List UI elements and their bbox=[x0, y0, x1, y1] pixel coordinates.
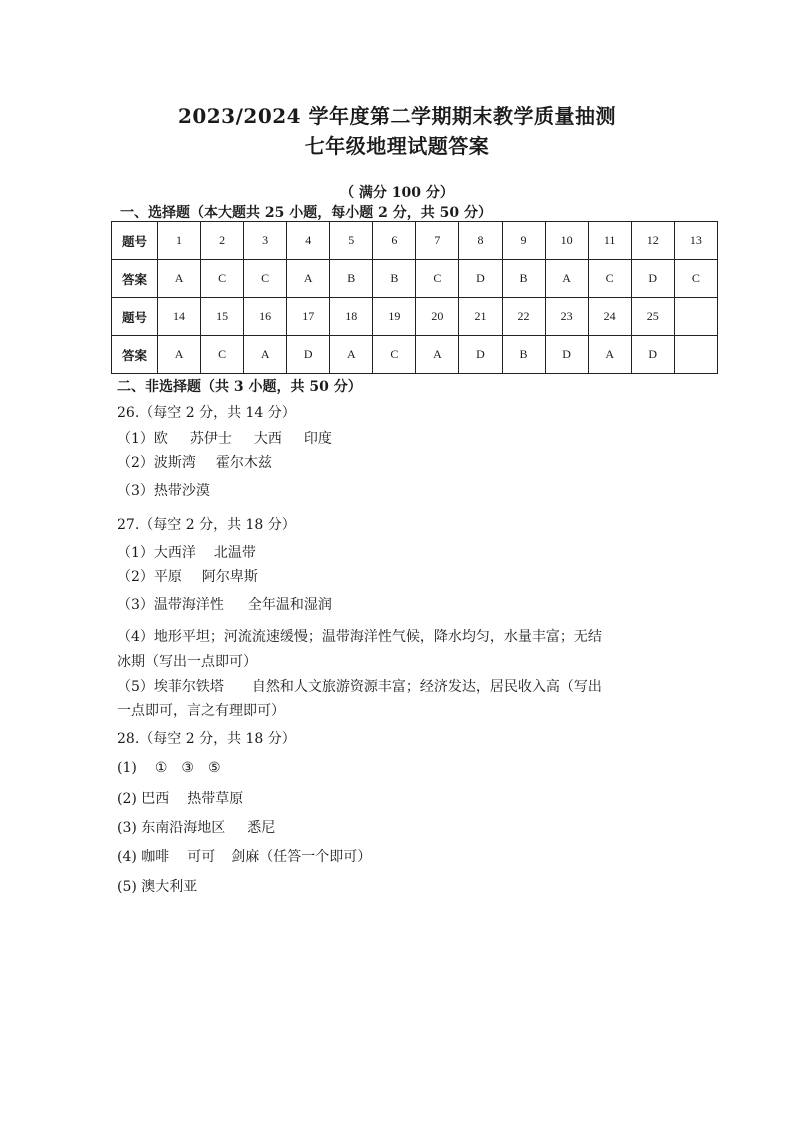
q27-heading: 27.（每空 2 分，共 18 分） bbox=[117, 517, 296, 533]
section-1-title: 一、选择题（本大题共 25 小题，每小题 2 分，共 50 分） bbox=[120, 205, 492, 221]
row-header-answer: 答案 bbox=[112, 260, 158, 298]
section-2-title: 二、非选择题（共 3 小题，共 50 分） bbox=[117, 379, 362, 395]
answer-cell: C bbox=[674, 260, 717, 298]
table-row-numbers-2 bbox=[112, 298, 718, 336]
answer-text: （2）平原 bbox=[117, 569, 182, 585]
table-row-answers-2 bbox=[112, 336, 718, 374]
question-number: 22 bbox=[502, 298, 545, 336]
answer-text: 剑麻（任答一个即可） bbox=[231, 849, 372, 865]
empty-cell bbox=[674, 298, 717, 336]
answer-text: （3）热带沙漠 bbox=[117, 483, 210, 499]
answer-cell: A bbox=[244, 336, 287, 374]
question-number: 7 bbox=[416, 222, 459, 260]
table-row-numbers-1 bbox=[112, 222, 718, 260]
answer-text: （1）大西洋 bbox=[117, 545, 196, 561]
answer-cell: B bbox=[502, 260, 545, 298]
title-line-2: 七年级地理试题答案 bbox=[304, 134, 490, 158]
answer-cell: A bbox=[330, 336, 373, 374]
answer-cell: B bbox=[373, 260, 416, 298]
question-number: 14 bbox=[158, 298, 201, 336]
question-number: 10 bbox=[545, 222, 588, 260]
question-number: 1 bbox=[158, 222, 201, 260]
question-number: 2 bbox=[201, 222, 244, 260]
q28-answer-1 bbox=[117, 760, 221, 776]
question-number: 9 bbox=[502, 222, 545, 260]
answer-text: (1) bbox=[117, 760, 137, 776]
q28-answer-2 bbox=[117, 788, 243, 808]
answer-table bbox=[111, 221, 718, 374]
q27-answer-5-line-1 bbox=[117, 676, 602, 696]
answer-text: 阿尔卑斯 bbox=[201, 569, 258, 585]
full-score-note: （ 满分 100 分） bbox=[340, 185, 454, 201]
q27-answer-1 bbox=[117, 542, 256, 562]
q28-answer-4 bbox=[117, 846, 371, 866]
question-number: 19 bbox=[373, 298, 416, 336]
question-number: 12 bbox=[631, 222, 674, 260]
answer-text: 霍尔木兹 bbox=[215, 455, 272, 471]
answer-text: 全年温和湿润 bbox=[247, 597, 332, 613]
question-number: 6 bbox=[373, 222, 416, 260]
answer-cell: C bbox=[201, 336, 244, 374]
answer-text: 热带草原 bbox=[187, 791, 244, 807]
q27-answer-3 bbox=[117, 594, 332, 614]
answer-cell: C bbox=[416, 260, 459, 298]
question-number: 21 bbox=[459, 298, 502, 336]
answer-cell: A bbox=[416, 336, 459, 374]
row-header-question: 题号 bbox=[112, 298, 158, 336]
answer-cell: C bbox=[373, 336, 416, 374]
answer-text: 苏伊士 bbox=[189, 431, 232, 447]
q27-answer-2 bbox=[117, 566, 258, 586]
q26-answer-1 bbox=[117, 428, 332, 448]
question-number: 13 bbox=[674, 222, 717, 260]
q27-answer-4-line-1: （4）地形平坦；河流流速缓慢；温带海洋性气候，降水均匀，水量丰富；无结 bbox=[117, 629, 602, 645]
answer-text: (5) 澳大利亚 bbox=[117, 879, 198, 895]
row-header-answer: 答案 bbox=[112, 336, 158, 374]
question-number: 23 bbox=[545, 298, 588, 336]
answer-text: (4) 咖啡 bbox=[117, 849, 170, 865]
question-number: 16 bbox=[244, 298, 287, 336]
answer-cell: D bbox=[631, 260, 674, 298]
question-number: 25 bbox=[631, 298, 674, 336]
answer-text: （1）欧 bbox=[117, 431, 168, 447]
answer-cell: C bbox=[201, 260, 244, 298]
answer-text: (2) 巴西 bbox=[117, 791, 170, 807]
q28-answer-5 bbox=[117, 876, 197, 896]
answer-cell: B bbox=[502, 336, 545, 374]
answer-cell: D bbox=[631, 336, 674, 374]
q27-answer-5-line-2: 一点即可，言之有理即可） bbox=[117, 703, 285, 719]
answer-cell: A bbox=[545, 260, 588, 298]
empty-cell bbox=[674, 336, 717, 374]
q28-answer-3 bbox=[117, 817, 275, 837]
answer-cell: A bbox=[588, 336, 631, 374]
question-number: 4 bbox=[287, 222, 330, 260]
q26-heading: 26.（每空 2 分，共 14 分） bbox=[117, 405, 296, 421]
answer-cell: A bbox=[158, 260, 201, 298]
answer-text: 自然和人文旅游资源丰富；经济发达，居民收入高（写出 bbox=[251, 679, 602, 695]
answer-text: ⑤ bbox=[207, 760, 221, 776]
question-number: 18 bbox=[330, 298, 373, 336]
answer-cell: B bbox=[330, 260, 373, 298]
question-number: 8 bbox=[459, 222, 502, 260]
question-number: 11 bbox=[588, 222, 631, 260]
answer-text: （5）埃菲尔铁塔 bbox=[117, 679, 224, 695]
answer-text: （2）波斯湾 bbox=[117, 455, 196, 471]
answer-text: 北温带 bbox=[213, 545, 256, 561]
row-header-question: 题号 bbox=[112, 222, 158, 260]
answer-text: 大西 bbox=[253, 431, 282, 447]
question-number: 5 bbox=[330, 222, 373, 260]
question-number: 15 bbox=[201, 298, 244, 336]
q26-answer-2 bbox=[117, 452, 272, 472]
answer-cell: D bbox=[545, 336, 588, 374]
answer-text: ③ bbox=[181, 760, 194, 776]
question-number: 24 bbox=[588, 298, 631, 336]
answer-cell: D bbox=[287, 336, 330, 374]
answer-text: 可可 bbox=[187, 849, 216, 865]
answer-cell: A bbox=[287, 260, 330, 298]
q28-heading: 28.（每空 2 分，共 18 分） bbox=[117, 731, 296, 747]
question-number: 3 bbox=[244, 222, 287, 260]
answer-cell: D bbox=[459, 260, 502, 298]
q26-answer-3 bbox=[117, 480, 210, 500]
table-row-answers-1 bbox=[112, 260, 718, 298]
answer-cell: A bbox=[158, 336, 201, 374]
title-line-1: 2023/2024 学年度第二学期期末教学质量抽测 bbox=[177, 104, 617, 128]
question-number: 20 bbox=[416, 298, 459, 336]
answer-text: (3) 东南沿海地区 bbox=[117, 820, 226, 836]
answer-cell: C bbox=[588, 260, 631, 298]
answer-cell: D bbox=[459, 336, 502, 374]
answer-text: 印度 bbox=[303, 431, 332, 447]
answer-cell: C bbox=[244, 260, 287, 298]
q27-answer-4-line-2: 冰期（写出一点即可） bbox=[117, 654, 257, 670]
answer-text: （3）温带海洋性 bbox=[117, 597, 224, 613]
answer-text: 悉尼 bbox=[247, 820, 276, 836]
question-number: 17 bbox=[287, 298, 330, 336]
answer-text: ① bbox=[154, 760, 168, 776]
